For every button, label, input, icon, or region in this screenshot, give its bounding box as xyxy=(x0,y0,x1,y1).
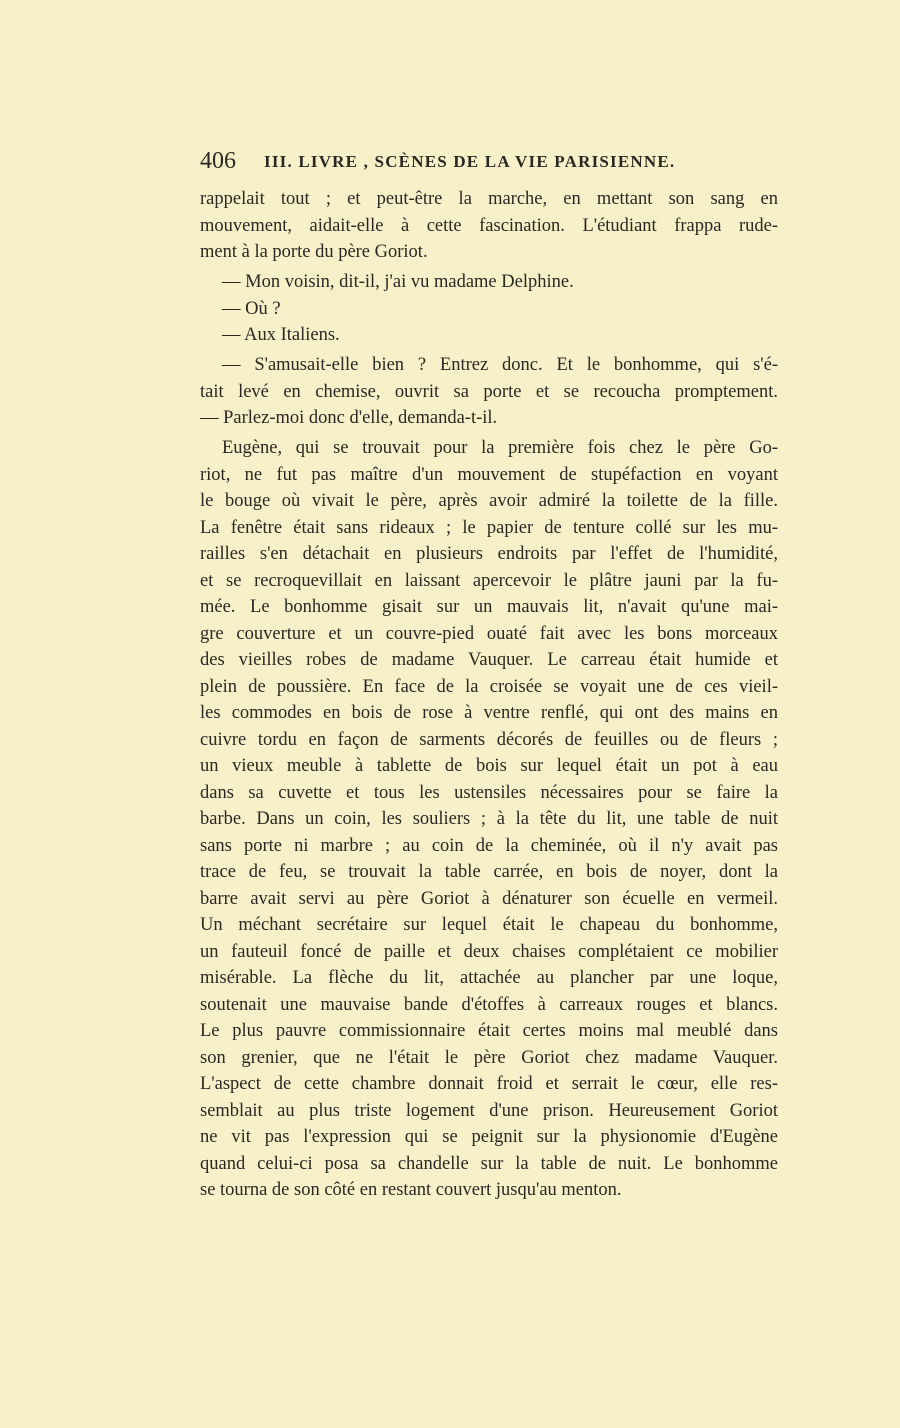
text-line: gre couverture et un couvre-pied ouaté fait avec les bons morceaux xyxy=(200,623,778,644)
text-line: sans porte ni marbre ; au coin de la cheminée, où il n'y avait pas xyxy=(200,835,778,856)
text-line: ment à la porte du père Goriot. xyxy=(200,242,428,262)
text-line: — Parlez-moi donc d'elle, demanda-t-il. xyxy=(200,408,498,428)
text-line: tait levé en chemise, ouvrit sa porte et se recoucha promptement. xyxy=(200,381,778,402)
paragraph xyxy=(200,269,778,296)
text-line: Le plus pauvre commissionnaire était certes moins mal meublé dans xyxy=(200,1021,778,1041)
text-line: cuivre tordu en façon de sarments décorés de feuilles ou de fleurs ; xyxy=(200,729,778,750)
text-line: ne vit pas l'expression qui se peignit sur la physionomie d'Eugène xyxy=(200,1127,778,1147)
text-line: railles s'en détachait en plusieurs endroits par l'effet de l'humidité, xyxy=(200,544,778,564)
page-number: 406 xyxy=(200,148,236,174)
text-line: Eugène, qui se trouvait pour la première fois chez le père Go- xyxy=(222,438,778,458)
text-line: un fauteuil foncé de paille et deux chaises complétaient ce mobilier xyxy=(200,941,778,962)
paragraph xyxy=(200,435,778,1204)
text-line: mouvement, aidait-elle à cette fascination. L'étudiant frappa rude- xyxy=(200,215,778,236)
running-header xyxy=(200,148,780,178)
text-line: — S'amusait-elle bien ? Entrez donc. Et le bonhomme, qui s'é- xyxy=(222,355,778,375)
paragraph xyxy=(200,322,778,349)
text-line: — Aux Italiens. xyxy=(222,325,340,345)
text-line: plein de poussière. En face de la croisée se voyait une de ces vieil- xyxy=(200,676,778,697)
text-line: L'aspect de cette chambre donnait froid et serrait le cœur, elle res- xyxy=(200,1074,778,1094)
text-line: le bouge où vivait le père, après avoir admiré la toilette de la fille. xyxy=(200,491,778,511)
text-line: des vieilles robes de madame Vauquer. Le carreau était humide et xyxy=(200,650,778,670)
page-body-text xyxy=(200,186,778,1204)
text-line: misérable. La flèche du lit, attachée au plancher par une loque, xyxy=(200,968,778,988)
text-line: dans sa cuvette et tous les ustensiles nécessaires pour se faire la xyxy=(200,782,778,803)
text-line: rappelait tout ; et peut-être la marche, en mettant son sang en xyxy=(200,189,778,209)
paragraph xyxy=(200,186,778,266)
text-line: riot, ne fut pas maître d'un mouvement de stupéfaction en voyant xyxy=(200,464,778,485)
text-line: les commodes en bois de rose à ventre renflé, qui ont des mains en xyxy=(200,703,778,723)
text-line: son grenier, que ne l'était le père Goriot chez madame Vauquer. xyxy=(200,1047,778,1068)
text-line: un vieux meuble à tablette de bois sur lequel était un pot à eau xyxy=(200,756,778,776)
text-line: barre avait servi au père Goriot à dénaturer son écuelle en vermeil. xyxy=(200,888,778,909)
text-line: Un méchant secrétaire sur lequel était le chapeau du bonhomme, xyxy=(200,915,778,935)
text-line: se tourna de son côté en restant couvert jusqu'au menton. xyxy=(200,1180,622,1200)
text-line: soutenait une mauvaise bande d'étoffes à carreaux rouges et blancs. xyxy=(200,994,778,1015)
text-line: — Mon voisin, dit-il, j'ai vu madame Delphine. xyxy=(222,272,574,292)
text-line: et se recroquevillait en laissant apercevoir le plâtre jauni par la fu- xyxy=(200,570,778,591)
text-line: semblait au plus triste logement d'une prison. Heureusement Goriot xyxy=(200,1100,778,1121)
running-head: III. LIVRE , SCÈNES DE LA VIE PARISIENNE. xyxy=(264,152,676,171)
text-line: La fenêtre était sans rideaux ; le papier de tenture collé sur les mu- xyxy=(200,517,778,538)
paragraph xyxy=(200,296,778,323)
text-line: trace de feu, se trouvait la table carrée, en bois de noyer, dont la xyxy=(200,862,778,882)
paragraph xyxy=(200,352,778,432)
text-line: quand celui-ci posa sa chandelle sur la table de nuit. Le bonhomme xyxy=(200,1153,778,1174)
text-line: mée. Le bonhomme gisait sur un mauvais lit, n'avait qu'une mai- xyxy=(200,597,778,617)
text-line: barbe. Dans un coin, les souliers ; à la tête du lit, une table de nuit xyxy=(200,809,778,829)
text-line: — Où ? xyxy=(222,298,281,319)
